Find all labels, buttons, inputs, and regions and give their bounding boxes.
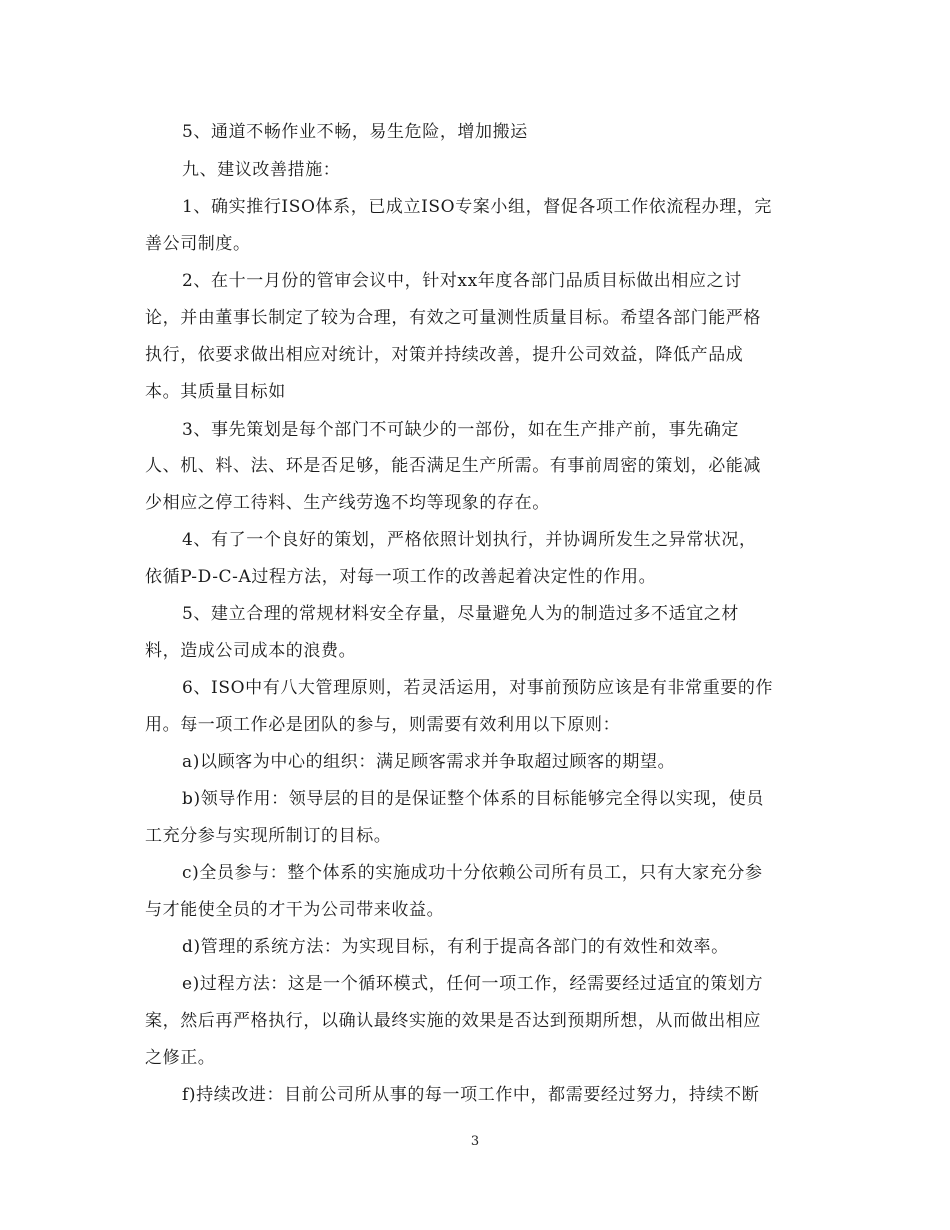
text-line: 料，造成公司成本的浪费。 xyxy=(145,641,357,661)
section-heading: 九、建议改善措施： xyxy=(182,160,341,180)
text-line: 与才能使全员的才干为公司带来收益。 xyxy=(145,900,445,920)
text-line: 本。其质量目标如 xyxy=(145,382,286,402)
text-line: 少相应之停工待料、生产线劳逸不均等现象的存在。 xyxy=(145,493,550,513)
page-number: 3 xyxy=(470,1134,480,1149)
text-line: 之修正。 xyxy=(145,1048,216,1068)
text-line: 论，并由董事长制定了较为合理，有效之可量测性质量目标。希望各部门能严格 xyxy=(145,308,761,328)
text-line: 1、确实推行ISO体系，已成立ISO专案小组，督促各项工作依流程办理，完 xyxy=(182,197,773,217)
text-line: 人、机、料、法、环是否足够，能否满足生产所需。有事前周密的策划，必能减 xyxy=(145,456,761,476)
text-line: 善公司制度。 xyxy=(145,234,251,254)
text-line: 执行，依要求做出相应对统计，对策并持续改善，提升公司效益，降低产品成 xyxy=(145,345,744,365)
text-line: a)以顾客为中心的组织：满足顾客需求并争取超过顾客的期望。 xyxy=(182,752,676,772)
text-line: 案，然后再严格执行，以确认最终实施的效果是否达到预期所想，从而做出相应 xyxy=(145,1011,761,1031)
text-line: 5、建立合理的常规材料安全存量，尽量避免人为的制造过多不适宜之材 xyxy=(182,604,740,624)
text-line: b)领导作用：领导层的目的是保证整个体系的目标能够完全得以实现，使员 xyxy=(182,789,764,809)
text-line: d)管理的系统方法：为实现目标，有利于提高各部门的有效性和效率。 xyxy=(182,937,729,957)
text-line: 2、在十一月份的管审会议中，针对xx年度各部门品质目标做出相应之讨 xyxy=(182,271,742,291)
text-line: 工充分参与实现所制订的目标。 xyxy=(145,826,392,846)
text-line: 6、ISO中有八大管理原则，若灵活运用，对事前预防应该是有非常重要的作 xyxy=(182,678,774,698)
text-line: 用。每一项工作必是团队的参与，则需要有效利用以下原则： xyxy=(145,715,621,735)
text-line: 4、有了一个良好的策划，严格依照计划执行，并协调所发生之异常状况， xyxy=(182,530,757,550)
text-line: c)全员参与：整个体系的实施成功十分依赖公司所有员工，只有大家充分参 xyxy=(182,863,763,883)
text-line: f)持续改进：目前公司所从事的每一项工作中，都需要经过努力，持续不断 xyxy=(182,1085,760,1105)
text-line: 3、事先策划是每个部门不可缺少的一部份，如在生产排产前，事先确定 xyxy=(182,420,740,440)
text-line: 5、通道不畅作业不畅，易生危险，增加搬运 xyxy=(182,122,528,142)
text-line: e)过程方法：这是一个循环模式，任何一项工作，经需要经过适宜的策划方 xyxy=(182,974,764,994)
text-line: 依循P-D-C-A过程方法，对每一项工作的改善起着决定性的作用。 xyxy=(145,567,657,587)
